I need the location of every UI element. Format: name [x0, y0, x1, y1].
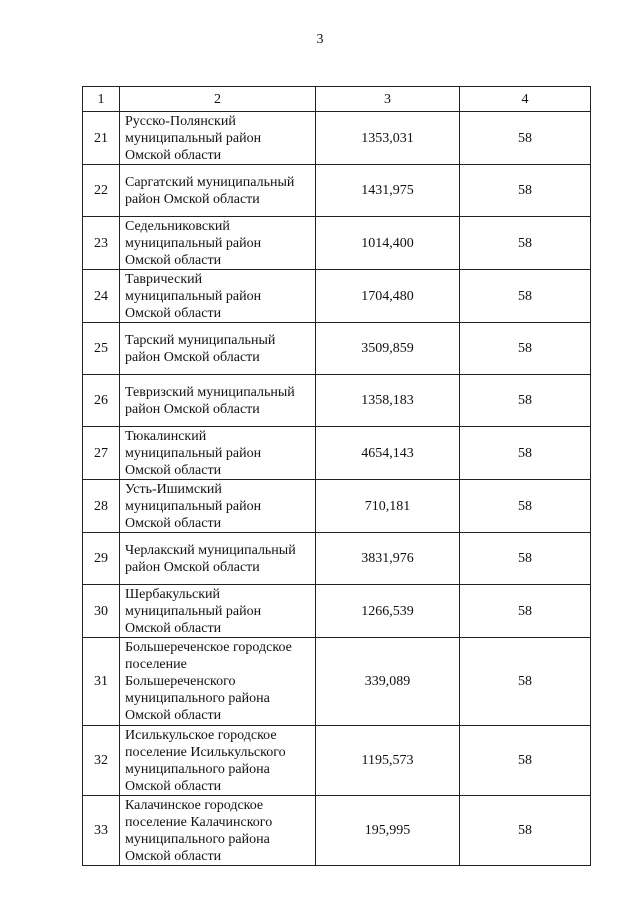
row-number-cell: 24	[83, 270, 120, 323]
row-number-cell: 33	[83, 796, 120, 866]
municipality-name-line: Омской области	[125, 778, 222, 794]
value-cell: 3831,976	[316, 533, 460, 585]
municipality-name-line: Омской области	[125, 708, 222, 723]
row-number-cell: 27	[83, 427, 120, 480]
table-row	[83, 585, 591, 638]
value-cell: 1431,975	[316, 165, 460, 217]
table-row	[83, 270, 591, 323]
table-row	[83, 796, 591, 866]
column-4-cell: 58	[460, 217, 591, 270]
municipality-name-line: Черлакский муниципальный	[125, 542, 296, 558]
municipality-name-line: Омской области	[125, 515, 222, 531]
municipality-name-line: Усть-Ишимский	[125, 481, 222, 497]
municipality-name-cell	[120, 796, 316, 866]
column-header-2: 2	[120, 87, 316, 112]
table-row	[83, 480, 591, 533]
table-header-row	[83, 87, 591, 112]
municipality-name-line: Омской области	[125, 620, 222, 636]
municipality-name-line: муниципальный район	[125, 498, 262, 514]
value-cell: 339,089	[316, 638, 460, 726]
column-4-cell: 58	[460, 165, 591, 217]
value-cell: 1014,400	[316, 217, 460, 270]
row-number-cell: 25	[83, 323, 120, 375]
municipality-name-line: муниципального района	[125, 831, 270, 847]
value-cell: 710,181	[316, 480, 460, 533]
row-number-cell: 31	[83, 638, 120, 726]
municipality-name-line: Тарский муниципальный	[125, 332, 276, 348]
municipality-name-line: муниципальный район	[125, 445, 262, 461]
municipality-name-cell	[120, 323, 316, 375]
column-4-cell: 58	[460, 270, 591, 323]
table-row	[83, 217, 591, 270]
value-cell: 4654,143	[316, 427, 460, 480]
municipality-name-line: Исилькульское городское	[125, 727, 277, 743]
table-row	[83, 726, 591, 796]
municipality-name-line: муниципальный район	[125, 130, 262, 146]
value-cell: 1353,031	[316, 112, 460, 165]
municipality-name-line: Большереченского	[125, 674, 236, 689]
municipality-name-line: Тюкалинский	[125, 428, 207, 444]
page-number: 3	[316, 32, 324, 47]
table-row	[83, 112, 591, 165]
row-number-cell: 26	[83, 375, 120, 427]
municipality-name-line: район Омской области	[125, 349, 260, 365]
municipality-name-cell	[120, 217, 316, 270]
row-number-cell: 28	[83, 480, 120, 533]
table-row	[83, 375, 591, 427]
value-cell: 1266,539	[316, 585, 460, 638]
column-4-cell: 58	[460, 427, 591, 480]
column-4-cell: 58	[460, 112, 591, 165]
municipality-name-line: район Омской области	[125, 191, 260, 207]
municipality-name-line: Калачинское городское	[125, 797, 264, 813]
municipality-name-line: поселение Исилькульского	[125, 744, 286, 760]
municipality-name-cell	[120, 375, 316, 427]
value-cell: 195,995	[316, 796, 460, 866]
municipality-name-line: Большереченское городское	[125, 640, 292, 655]
municipality-name-line: поселение	[125, 657, 187, 672]
column-header-3: 3	[316, 87, 460, 112]
column-4-cell: 58	[460, 638, 591, 726]
municipality-name-cell	[120, 270, 316, 323]
municipality-name-line: муниципального района	[125, 761, 270, 777]
value-cell: 1358,183	[316, 375, 460, 427]
municipality-name-cell	[120, 726, 316, 796]
table-row	[83, 638, 591, 726]
column-4-cell: 58	[460, 480, 591, 533]
municipality-name-line: Шербакульский	[125, 586, 221, 602]
municipality-name-line: Таврический	[125, 271, 203, 287]
column-4-cell: 58	[460, 585, 591, 638]
municipality-name-line: Омской области	[125, 147, 222, 163]
column-4-cell: 58	[460, 796, 591, 866]
municipality-name-cell	[120, 112, 316, 165]
municipality-name-cell	[120, 585, 316, 638]
municipality-name-line: поселение Калачинского	[125, 814, 273, 830]
municipality-name-line: район Омской области	[125, 401, 260, 417]
municipality-name-line: Омской области	[125, 848, 222, 864]
row-number-cell: 23	[83, 217, 120, 270]
column-4-cell: 58	[460, 323, 591, 375]
municipality-name-line: Седельниковский	[125, 218, 230, 234]
table-row	[83, 427, 591, 480]
municipality-name-line: Омской области	[125, 252, 222, 268]
value-cell: 1195,573	[316, 726, 460, 796]
row-number-cell: 29	[83, 533, 120, 585]
value-cell: 3509,859	[316, 323, 460, 375]
column-4-cell: 58	[460, 726, 591, 796]
municipality-name-line: муниципального района	[125, 691, 270, 706]
column-header-4: 4	[460, 87, 591, 112]
municipality-name-cell	[120, 533, 316, 585]
municipality-name-line: район Омской области	[125, 559, 260, 575]
municipality-name-line: муниципальный район	[125, 235, 262, 251]
column-4-cell: 58	[460, 533, 591, 585]
table-body	[83, 87, 591, 866]
value-cell: 1704,480	[316, 270, 460, 323]
row-number-cell: 21	[83, 112, 120, 165]
municipality-name-line: муниципальный район	[125, 288, 262, 304]
municipality-name-line: Омской области	[125, 305, 222, 321]
row-number-cell: 30	[83, 585, 120, 638]
municipality-name-cell	[120, 165, 316, 217]
municipality-name-cell	[120, 427, 316, 480]
column-4-cell: 58	[460, 375, 591, 427]
table-row	[83, 323, 591, 375]
table-row	[83, 165, 591, 217]
row-number-cell: 22	[83, 165, 120, 217]
municipality-name-cell	[120, 480, 316, 533]
allocation-table	[82, 86, 591, 866]
municipality-name-line: Тевризский муниципальный	[125, 384, 295, 400]
municipality-name-line: Саргатский муниципальный	[125, 174, 295, 190]
municipality-name-cell	[120, 638, 316, 726]
table-row	[83, 533, 591, 585]
municipality-name-line: Омской области	[125, 462, 222, 478]
row-number-cell: 32	[83, 726, 120, 796]
municipality-name-line: муниципальный район	[125, 603, 262, 619]
column-header-1: 1	[83, 87, 120, 112]
municipality-name-line: Русско-Полянский	[125, 113, 236, 129]
